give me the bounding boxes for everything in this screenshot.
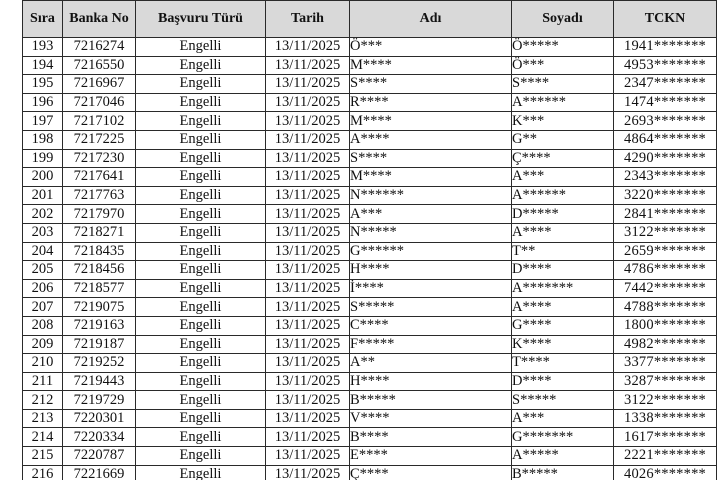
cell-soyadi: A****: [512, 298, 614, 317]
header-banka-no: Banka No: [63, 1, 136, 38]
cell-banka-no: 7218577: [63, 279, 136, 298]
cell-banka-no: 7221669: [63, 465, 136, 480]
cell-basvuru-turu: Engelli: [136, 93, 266, 112]
cell-adi: V****: [350, 409, 512, 428]
cell-sira: 207: [23, 298, 63, 317]
cell-sira: 193: [23, 38, 63, 57]
cell-tarih: 13/11/2025: [266, 149, 350, 168]
cell-tckn: 3220*******: [614, 186, 717, 205]
cell-sira: 208: [23, 316, 63, 335]
cell-sira: 212: [23, 391, 63, 410]
cell-adi: S****: [350, 75, 512, 94]
cell-tarih: 13/11/2025: [266, 261, 350, 280]
cell-basvuru-turu: Engelli: [136, 391, 266, 410]
cell-sira: 215: [23, 447, 63, 466]
table-row: [23, 447, 717, 466]
table-row: [23, 38, 717, 57]
cell-tarih: 13/11/2025: [266, 465, 350, 480]
cell-tarih: 13/11/2025: [266, 168, 350, 187]
cell-soyadi: A****: [512, 223, 614, 242]
cell-sira: 196: [23, 93, 63, 112]
cell-adi: M****: [350, 168, 512, 187]
table-row: [23, 93, 717, 112]
cell-banka-no: 7220301: [63, 409, 136, 428]
cell-soyadi: A***: [512, 409, 614, 428]
table-row: [23, 354, 717, 373]
cell-tckn: 4788*******: [614, 298, 717, 317]
cell-basvuru-turu: Engelli: [136, 372, 266, 391]
cell-sira: 211: [23, 372, 63, 391]
cell-tckn: 4982*******: [614, 335, 717, 354]
table-row: [23, 223, 717, 242]
cell-tarih: 13/11/2025: [266, 223, 350, 242]
table-row: [23, 205, 717, 224]
cell-tckn: 2347*******: [614, 75, 717, 94]
cell-banka-no: 7216274: [63, 38, 136, 57]
table-row: [23, 75, 717, 94]
cell-tarih: 13/11/2025: [266, 242, 350, 261]
cell-basvuru-turu: Engelli: [136, 465, 266, 480]
cell-basvuru-turu: Engelli: [136, 261, 266, 280]
cell-tckn: 1941*******: [614, 38, 717, 57]
table-row: [23, 428, 717, 447]
table-row: [23, 372, 717, 391]
cell-sira: 210: [23, 354, 63, 373]
table-row: [23, 149, 717, 168]
cell-tarih: 13/11/2025: [266, 75, 350, 94]
cell-soyadi: D****: [512, 261, 614, 280]
table-row: [23, 391, 717, 410]
table-row: [23, 409, 717, 428]
cell-sira: 202: [23, 205, 63, 224]
cell-sira: 197: [23, 112, 63, 131]
cell-soyadi: Ö***: [512, 56, 614, 75]
cell-banka-no: 7219443: [63, 372, 136, 391]
cell-basvuru-turu: Engelli: [136, 130, 266, 149]
cell-banka-no: 7219729: [63, 391, 136, 410]
cell-sira: 195: [23, 75, 63, 94]
cell-soyadi: A*****: [512, 447, 614, 466]
cell-sira: 205: [23, 261, 63, 280]
cell-adi: S****: [350, 149, 512, 168]
cell-tarih: 13/11/2025: [266, 372, 350, 391]
cell-basvuru-turu: Engelli: [136, 335, 266, 354]
cell-tckn: 2343*******: [614, 168, 717, 187]
cell-banka-no: 7218271: [63, 223, 136, 242]
cell-tckn: 3122*******: [614, 391, 717, 410]
table-row: [23, 335, 717, 354]
cell-adi: Ç****: [350, 465, 512, 480]
cell-sira: 200: [23, 168, 63, 187]
cell-soyadi: B*****: [512, 465, 614, 480]
cell-basvuru-turu: Engelli: [136, 298, 266, 317]
cell-tarih: 13/11/2025: [266, 298, 350, 317]
cell-banka-no: 7217763: [63, 186, 136, 205]
cell-banka-no: 7220787: [63, 447, 136, 466]
cell-soyadi: T**: [512, 242, 614, 261]
cell-adi: İ****: [350, 279, 512, 298]
cell-tarih: 13/11/2025: [266, 56, 350, 75]
cell-sira: 216: [23, 465, 63, 480]
cell-basvuru-turu: Engelli: [136, 409, 266, 428]
header-sira: Sıra: [23, 1, 63, 38]
cell-adi: G******: [350, 242, 512, 261]
table-row: [23, 298, 717, 317]
table-header-row: [23, 1, 717, 38]
cell-banka-no: 7217230: [63, 149, 136, 168]
cell-soyadi: S*****: [512, 391, 614, 410]
cell-sira: 204: [23, 242, 63, 261]
cell-adi: H****: [350, 261, 512, 280]
cell-soyadi: D*****: [512, 205, 614, 224]
cell-banka-no: 7219187: [63, 335, 136, 354]
cell-basvuru-turu: Engelli: [136, 75, 266, 94]
cell-banka-no: 7219252: [63, 354, 136, 373]
cell-banka-no: 7216550: [63, 56, 136, 75]
cell-tarih: 13/11/2025: [266, 428, 350, 447]
cell-tckn: 2841*******: [614, 205, 717, 224]
cell-adi: N*****: [350, 223, 512, 242]
cell-tckn: 2693*******: [614, 112, 717, 131]
cell-adi: N******: [350, 186, 512, 205]
cell-banka-no: 7216967: [63, 75, 136, 94]
cell-tarih: 13/11/2025: [266, 316, 350, 335]
cell-adi: H****: [350, 372, 512, 391]
cell-adi: A****: [350, 130, 512, 149]
cell-sira: 199: [23, 149, 63, 168]
table-row: [23, 168, 717, 187]
cell-soyadi: A***: [512, 168, 614, 187]
cell-sira: 209: [23, 335, 63, 354]
cell-tarih: 13/11/2025: [266, 205, 350, 224]
table-row: [23, 186, 717, 205]
table-row: [23, 279, 717, 298]
table-row: [23, 112, 717, 131]
cell-soyadi: A******: [512, 186, 614, 205]
table-row: [23, 130, 717, 149]
table-row: [23, 261, 717, 280]
cell-basvuru-turu: Engelli: [136, 38, 266, 57]
cell-soyadi: A*******: [512, 279, 614, 298]
cell-soyadi: Ç****: [512, 149, 614, 168]
cell-tckn: 4026*******: [614, 465, 717, 480]
cell-tarih: 13/11/2025: [266, 447, 350, 466]
cell-sira: 201: [23, 186, 63, 205]
header-basvuru-turu: Başvuru Türü: [136, 1, 266, 38]
cell-banka-no: 7217046: [63, 93, 136, 112]
cell-adi: S*****: [350, 298, 512, 317]
cell-soyadi: T****: [512, 354, 614, 373]
header-adi: Adı: [350, 1, 512, 38]
cell-tckn: 3122*******: [614, 223, 717, 242]
table-body: [23, 38, 717, 480]
cell-sira: 194: [23, 56, 63, 75]
cell-basvuru-turu: Engelli: [136, 428, 266, 447]
cell-tarih: 13/11/2025: [266, 186, 350, 205]
cell-soyadi: G****: [512, 316, 614, 335]
cell-tckn: 3377*******: [614, 354, 717, 373]
cell-soyadi: D****: [512, 372, 614, 391]
cell-basvuru-turu: Engelli: [136, 186, 266, 205]
cell-tarih: 13/11/2025: [266, 354, 350, 373]
cell-adi: B*****: [350, 391, 512, 410]
cell-basvuru-turu: Engelli: [136, 242, 266, 261]
table-row: [23, 465, 717, 480]
cell-tckn: 4953*******: [614, 56, 717, 75]
applicant-table: [22, 0, 717, 480]
cell-tarih: 13/11/2025: [266, 409, 350, 428]
cell-adi: R****: [350, 93, 512, 112]
cell-tckn: 4290*******: [614, 149, 717, 168]
cell-banka-no: 7217102: [63, 112, 136, 131]
cell-tckn: 2659*******: [614, 242, 717, 261]
cell-adi: M****: [350, 56, 512, 75]
cell-basvuru-turu: Engelli: [136, 149, 266, 168]
cell-adi: E****: [350, 447, 512, 466]
header-tckn: TCKN: [614, 1, 717, 38]
cell-basvuru-turu: Engelli: [136, 279, 266, 298]
table-row: [23, 56, 717, 75]
cell-banka-no: 7217641: [63, 168, 136, 187]
cell-basvuru-turu: Engelli: [136, 56, 266, 75]
cell-banka-no: 7219163: [63, 316, 136, 335]
cell-soyadi: K****: [512, 335, 614, 354]
cell-sira: 214: [23, 428, 63, 447]
cell-basvuru-turu: Engelli: [136, 112, 266, 131]
cell-tckn: 2221*******: [614, 447, 717, 466]
cell-adi: M****: [350, 112, 512, 131]
header-tarih: Tarih: [266, 1, 350, 38]
cell-sira: 213: [23, 409, 63, 428]
table-row: [23, 316, 717, 335]
cell-tckn: 1617*******: [614, 428, 717, 447]
cell-tarih: 13/11/2025: [266, 335, 350, 354]
cell-tarih: 13/11/2025: [266, 112, 350, 131]
cell-sira: 206: [23, 279, 63, 298]
cell-adi: B****: [350, 428, 512, 447]
cell-adi: A**: [350, 354, 512, 373]
cell-tarih: 13/11/2025: [266, 391, 350, 410]
cell-tarih: 13/11/2025: [266, 38, 350, 57]
cell-basvuru-turu: Engelli: [136, 447, 266, 466]
cell-basvuru-turu: Engelli: [136, 168, 266, 187]
cell-basvuru-turu: Engelli: [136, 205, 266, 224]
cell-soyadi: K***: [512, 112, 614, 131]
cell-soyadi: A******: [512, 93, 614, 112]
cell-banka-no: 7217225: [63, 130, 136, 149]
cell-basvuru-turu: Engelli: [136, 223, 266, 242]
cell-banka-no: 7218435: [63, 242, 136, 261]
cell-basvuru-turu: Engelli: [136, 354, 266, 373]
cell-tckn: 3287*******: [614, 372, 717, 391]
cell-adi: Ö***: [350, 38, 512, 57]
cell-sira: 203: [23, 223, 63, 242]
cell-tckn: 1474*******: [614, 93, 717, 112]
cell-sira: 198: [23, 130, 63, 149]
cell-tarih: 13/11/2025: [266, 130, 350, 149]
cell-banka-no: 7220334: [63, 428, 136, 447]
cell-adi: F*****: [350, 335, 512, 354]
cell-tckn: 7442*******: [614, 279, 717, 298]
table-row: [23, 242, 717, 261]
cell-tckn: 1338*******: [614, 409, 717, 428]
cell-adi: A***: [350, 205, 512, 224]
cell-banka-no: 7217970: [63, 205, 136, 224]
cell-soyadi: G**: [512, 130, 614, 149]
header-soyadi: Soyadı: [512, 1, 614, 38]
cell-tarih: 13/11/2025: [266, 93, 350, 112]
cell-adi: C****: [350, 316, 512, 335]
cell-banka-no: 7219075: [63, 298, 136, 317]
cell-soyadi: Ö*****: [512, 38, 614, 57]
cell-tckn: 4786*******: [614, 261, 717, 280]
cell-tckn: 1800*******: [614, 316, 717, 335]
cell-tckn: 4864*******: [614, 130, 717, 149]
cell-banka-no: 7218456: [63, 261, 136, 280]
cell-basvuru-turu: Engelli: [136, 316, 266, 335]
cell-soyadi: S****: [512, 75, 614, 94]
cell-tarih: 13/11/2025: [266, 279, 350, 298]
cell-soyadi: G*******: [512, 428, 614, 447]
